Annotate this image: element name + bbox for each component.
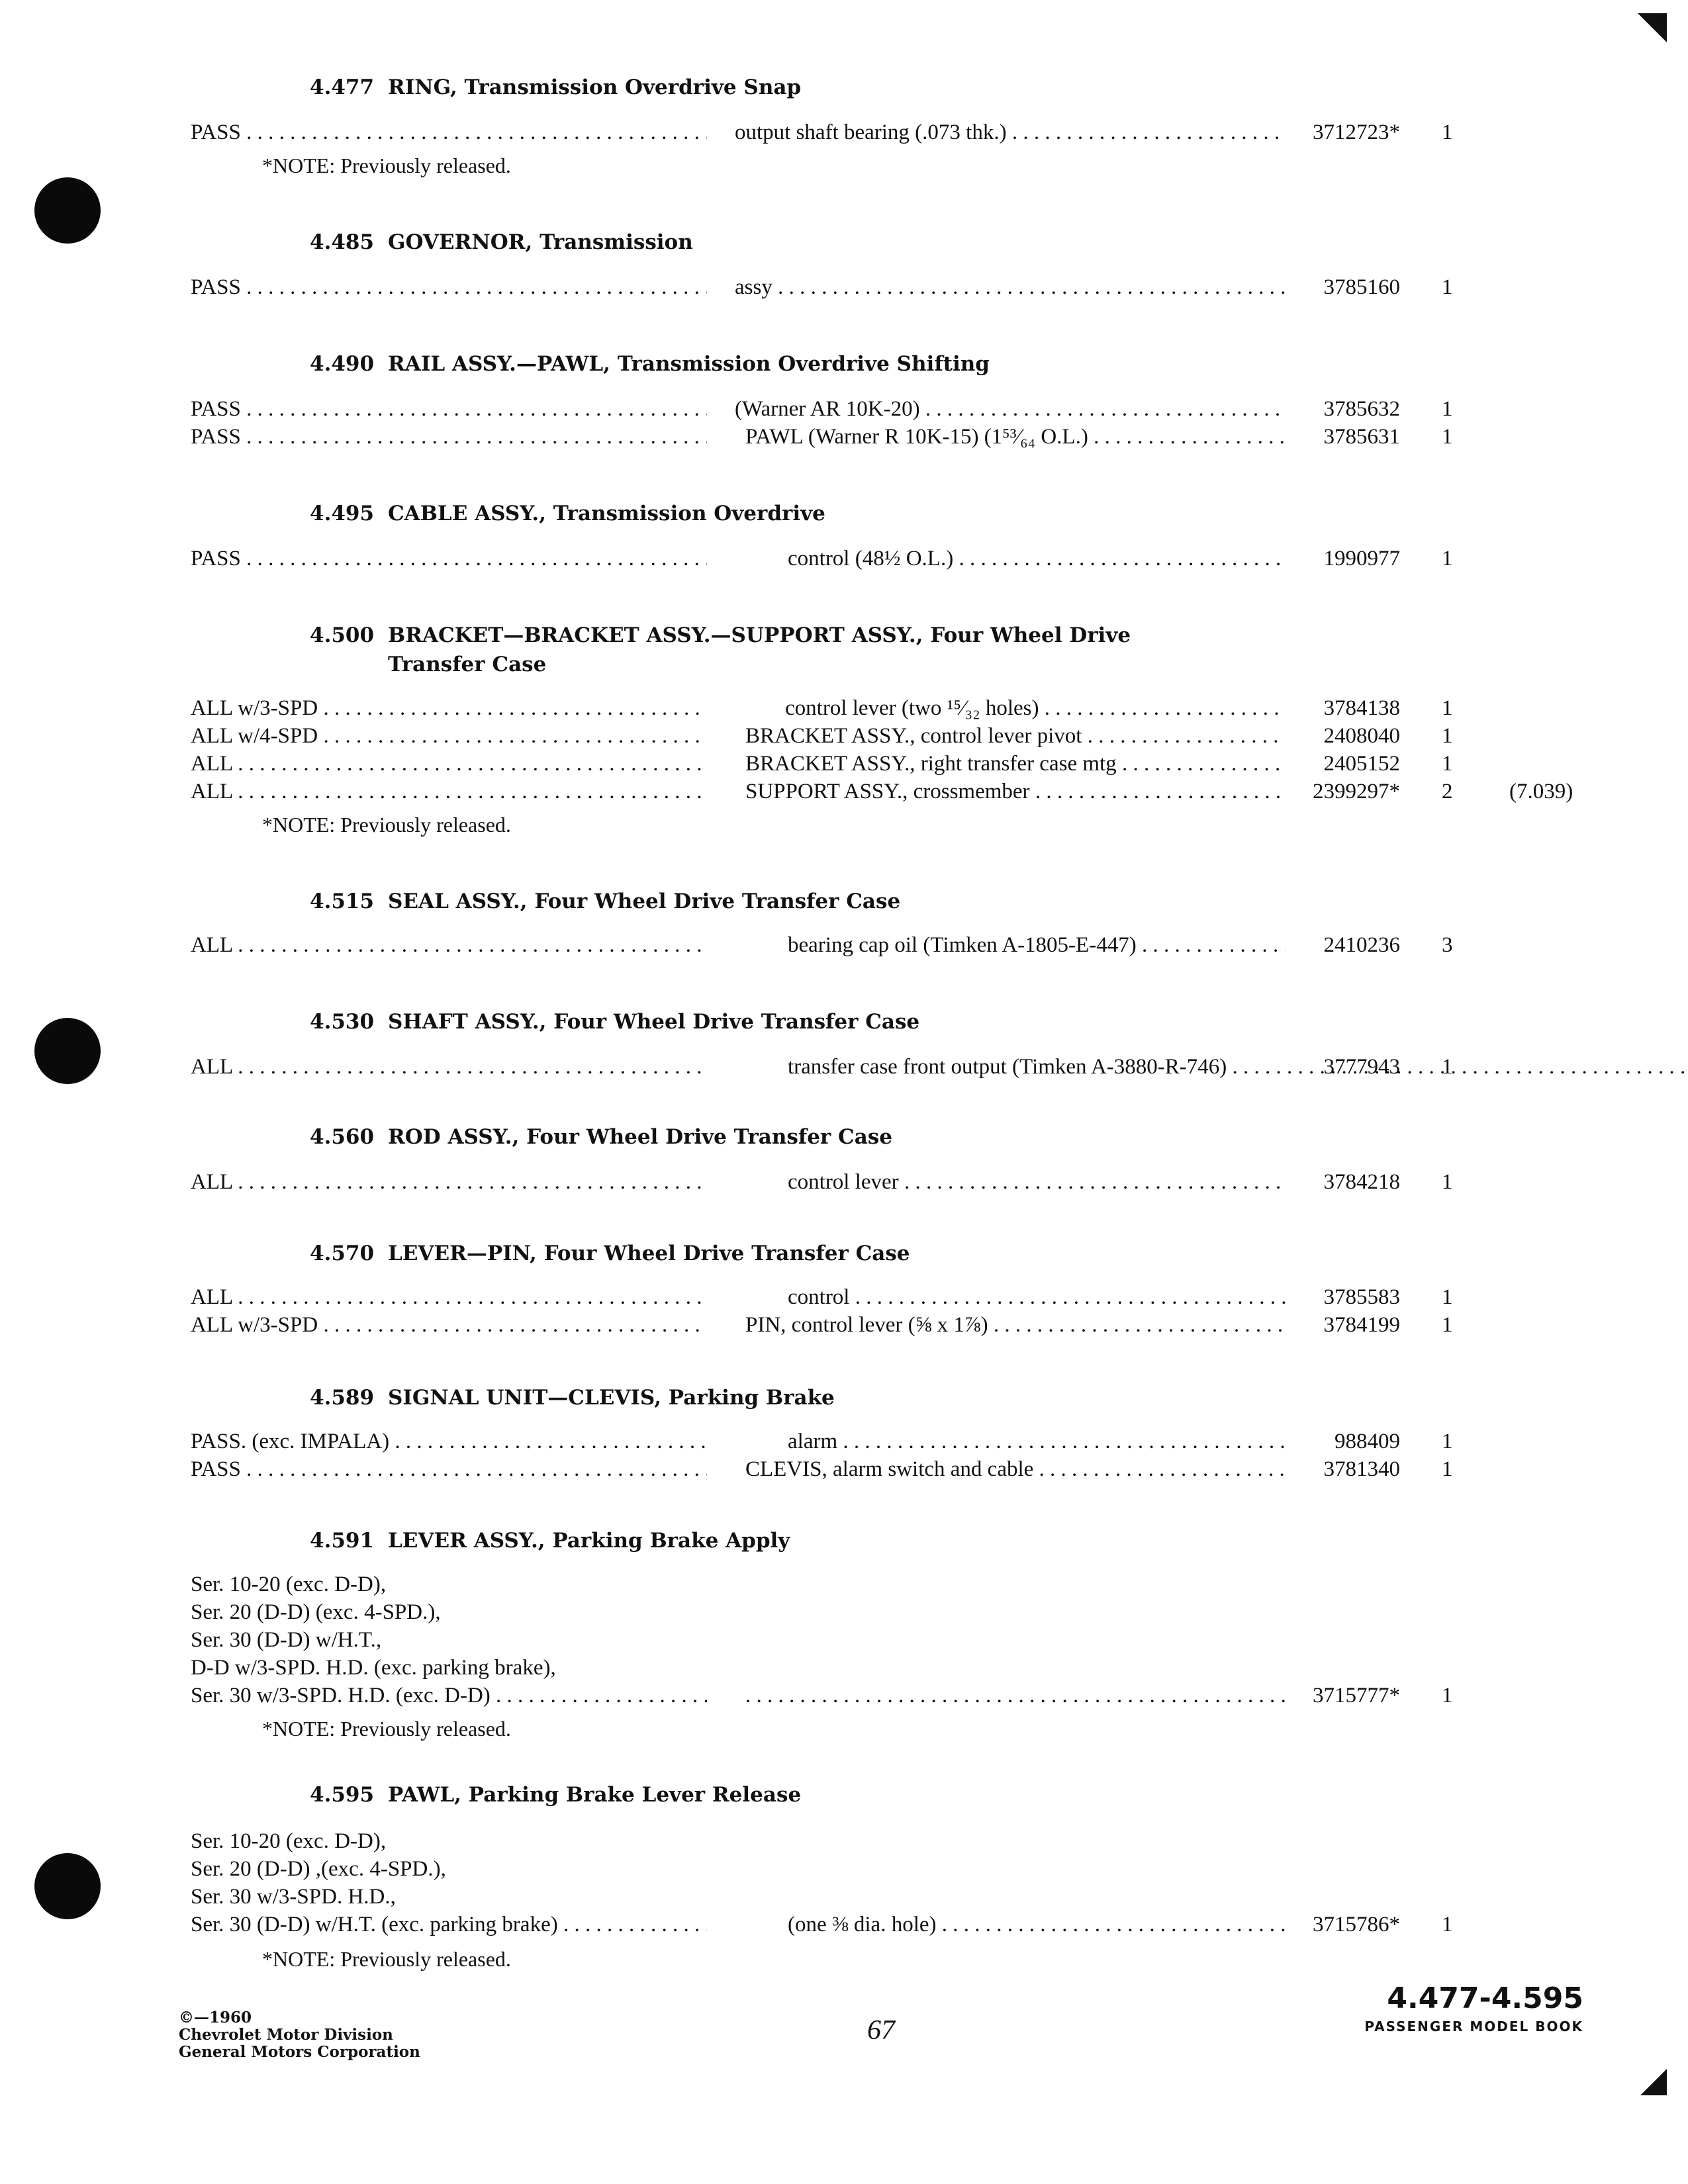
quantity: 1 [1442,120,1453,144]
part-description: (one ⅜ dia. hole) . . . [788,1910,1286,1939]
section-heading [310,887,1237,916]
application: ALL . . . [191,1052,707,1081]
part-description: PIN, control lever (⅝ x 1⅞) . . . [745,1310,1286,1340]
quantity: 1 [1442,1913,1453,1936]
parts-row [0,1427,1688,1456]
parts-row [0,273,1688,302]
book-title: PASSENGER MODEL BOOK [1364,2019,1583,2034]
section-heading [310,1239,1237,1268]
section-number: 4.485 [310,230,375,254]
part-number: 2408040 [1323,724,1400,748]
parts-row [0,1310,1688,1340]
section-title: GOVERNOR, Transmission [388,230,693,254]
corner-mark-bottom-right [1640,2069,1667,2095]
section-title: LEVER—PIN, Four Wheel Drive Transfer Case [388,1242,910,1265]
application: Ser. 30 w/3-SPD. H.D. (exc. D-D) . . . [191,1681,707,1710]
section-title: RAIL ASSY.—PAWL, Transmission Overdrive Shifting [388,352,990,376]
parts-row [0,394,1688,424]
quantity: 1 [1442,752,1453,776]
section-number: 4.490 [310,352,375,376]
part-description: transfer case front output (Timken A-3880-R-746) . . . [788,1052,1292,1081]
part-number: 3712723* [1313,120,1400,144]
part-number: 3781340 [1323,1457,1400,1481]
part-number: 3784199 [1323,1313,1400,1337]
quantity: 1 [1442,696,1453,720]
part-number: 3785160 [1323,275,1400,299]
section-heading [310,1122,1237,1152]
application: Ser. 30 (D-D) w/H.T. (exc. parking brake) . . . [191,1910,707,1939]
application: ALL w/4-SPD . . . [191,721,707,751]
section-title: SEAL ASSY., Four Wheel Drive Transfer Case [388,889,901,913]
part-description: control lever . . . [788,1167,1286,1197]
parts-row [0,1681,1688,1710]
section-number: 4.595 [310,1783,375,1807]
section-heading [310,621,1237,679]
application-line: Ser. 10-20 (exc. D-D), [191,1829,387,1853]
publisher-block [179,2009,420,2061]
parts-row [0,544,1688,573]
quantity: 1 [1442,275,1453,299]
application: ALL . . . [191,1167,707,1197]
part-number: 3785583 [1323,1285,1400,1309]
application-line: Ser. 20 (D-D) (exc. 4-SPD.), [191,1600,441,1624]
part-description: bearing cap oil (Timken A-1805-E-447) . . . [788,931,1286,960]
section-title: LEVER ASSY., Parking Brake Apply [388,1529,790,1553]
part-description: CLEVIS, alarm switch and cable . . . [745,1455,1286,1484]
section-heading [310,1383,1237,1412]
section-number: 4.589 [310,1386,375,1410]
note: *NOTE: Previously released. [262,1947,511,1971]
parts-row [0,118,1688,147]
part-description: BRACKET ASSY., right transfer case mtg . . . [745,749,1286,778]
part-number: 3784138 [1323,696,1400,720]
section-number: 4.477 [310,75,375,99]
part-description: control (48½ O.L.) . . . [788,544,1286,573]
part-number: 2410236 [1323,933,1400,957]
quantity: 2 [1442,780,1453,803]
section-number: 4.570 [310,1242,375,1265]
quantity: 1 [1442,1684,1453,1707]
copyright: ©—1960 [179,2009,252,2026]
part-number: 3784218 [1323,1170,1400,1194]
parts-row [0,1167,1688,1197]
quantity: 1 [1442,1055,1453,1079]
section-title: BRACKET—BRACKET ASSY.—SUPPORT ASSY., Four Wheel Drive [388,623,1131,647]
section-number: 4.530 [310,1010,375,1034]
application-line: Ser. 20 (D-D) ,(exc. 4-SPD.), [191,1857,446,1881]
part-description [745,1681,1286,1710]
binder-hole-bottom [34,1853,101,1919]
part-description: (Warner AR 10K-20) . . . [735,394,1286,424]
part-description: control . . . [788,1283,1286,1312]
section-heading [310,1526,1237,1555]
quantity: 1 [1442,1285,1453,1309]
division-name: Chevrolet Motor Division [179,2026,393,2044]
part-number: 3715777* [1313,1684,1400,1707]
parts-row [0,931,1688,960]
section-title: CABLE ASSY., Transmission Overdrive [388,502,825,525]
part-number: 3785632 [1323,397,1400,421]
parts-row [0,1910,1688,1939]
application: ALL . . . [191,749,707,778]
part-description: assy . . . [735,273,1286,302]
application: PASS . . . [191,273,707,302]
section-title: SHAFT ASSY., Four Wheel Drive Transfer Case [388,1010,920,1034]
application-line: Ser. 30 (D-D) w/H.T., [191,1628,382,1652]
part-number: 988409 [1335,1430,1400,1453]
quantity: 1 [1442,1170,1453,1194]
corner-mark-top-right [1638,13,1667,42]
parts-row [0,1283,1688,1312]
note: *NOTE: Previously released. [262,1717,511,1741]
part-number: 2405152 [1323,752,1400,776]
application-line: Ser. 30 w/3-SPD. H.D., [191,1885,396,1909]
parts-row [0,422,1688,451]
quantity: 1 [1442,425,1453,449]
quantity: 1 [1442,1313,1453,1337]
application: ALL . . . [191,1283,707,1312]
section-number: 4.495 [310,502,375,525]
application: PASS . . . [191,544,707,573]
parts-row [0,1052,1688,1081]
application: ALL w/3-SPD . . . [191,694,707,723]
parts-row [0,1455,1688,1484]
section-heading [310,228,1237,257]
cross-reference: (7.039) [1509,780,1573,803]
section-heading [310,499,1237,528]
section-title: PAWL, Parking Brake Lever Release [388,1783,802,1807]
application: PASS . . . [191,422,707,451]
section-title-continued: Transfer Case [388,653,547,676]
quantity: 1 [1442,397,1453,421]
part-number: 2399297* [1313,780,1400,803]
section-number: 4.591 [310,1529,375,1553]
note: *NOTE: Previously released. [262,154,511,177]
part-number: 3777943 [1323,1055,1400,1079]
application: ALL . . . [191,931,707,960]
part-description: alarm . . . [788,1427,1286,1456]
section-title: RING, Transmission Overdrive Snap [388,75,802,99]
parts-row [0,749,1688,778]
part-number: 3715786* [1313,1913,1400,1936]
section-number: 4.515 [310,889,375,913]
section-title: SIGNAL UNIT—CLEVIS, Parking Brake [388,1386,835,1410]
quantity: 1 [1442,724,1453,748]
application-line: D-D w/3-SPD. H.D. (exc. parking brake), [191,1656,556,1680]
part-description: BRACKET ASSY., control lever pivot . . . [745,721,1286,751]
section-heading [310,73,1237,102]
section-range: 4.477-4.595 [1387,1981,1583,2015]
note: *NOTE: Previously released. [262,813,511,837]
parts-row [0,694,1688,723]
part-number: 3785631 [1323,425,1400,449]
quantity: 3 [1442,933,1453,957]
parts-row [0,721,1688,751]
section-number: 4.500 [310,623,375,647]
part-description: control lever (two ¹⁵⁄₃₂ holes) . . . [785,694,1286,723]
part-description: PAWL (Warner R 10K-15) (1⁵³⁄₆₄ O.L.) . . . [745,422,1286,451]
application-line: Ser. 10-20 (exc. D-D), [191,1572,387,1596]
part-description: SUPPORT ASSY., crossmember . . . [745,777,1286,806]
binder-hole-top [34,177,101,244]
quantity: 1 [1442,1457,1453,1481]
application: ALL . . . [191,777,707,806]
application: PASS . . . [191,1455,707,1484]
part-description: output shaft bearing (.073 thk.) . . . [735,118,1286,147]
section-number: 4.560 [310,1125,375,1149]
page-number: 67 [867,2015,895,2046]
section-heading [310,349,1237,379]
application: PASS. (exc. IMPALA) . . . [191,1427,707,1456]
part-number: 1990977 [1323,547,1400,570]
corporation-name: General Motors Corporation [179,2043,420,2061]
application: PASS . . . [191,394,707,424]
section-heading [310,1007,1237,1036]
application: ALL w/3-SPD . . . [191,1310,707,1340]
section-title: ROD ASSY., Four Wheel Drive Transfer Case [388,1125,892,1149]
quantity: 1 [1442,547,1453,570]
parts-row [0,777,1688,806]
section-heading [310,1780,1237,1809]
quantity: 1 [1442,1430,1453,1453]
application: PASS . . . [191,118,707,147]
